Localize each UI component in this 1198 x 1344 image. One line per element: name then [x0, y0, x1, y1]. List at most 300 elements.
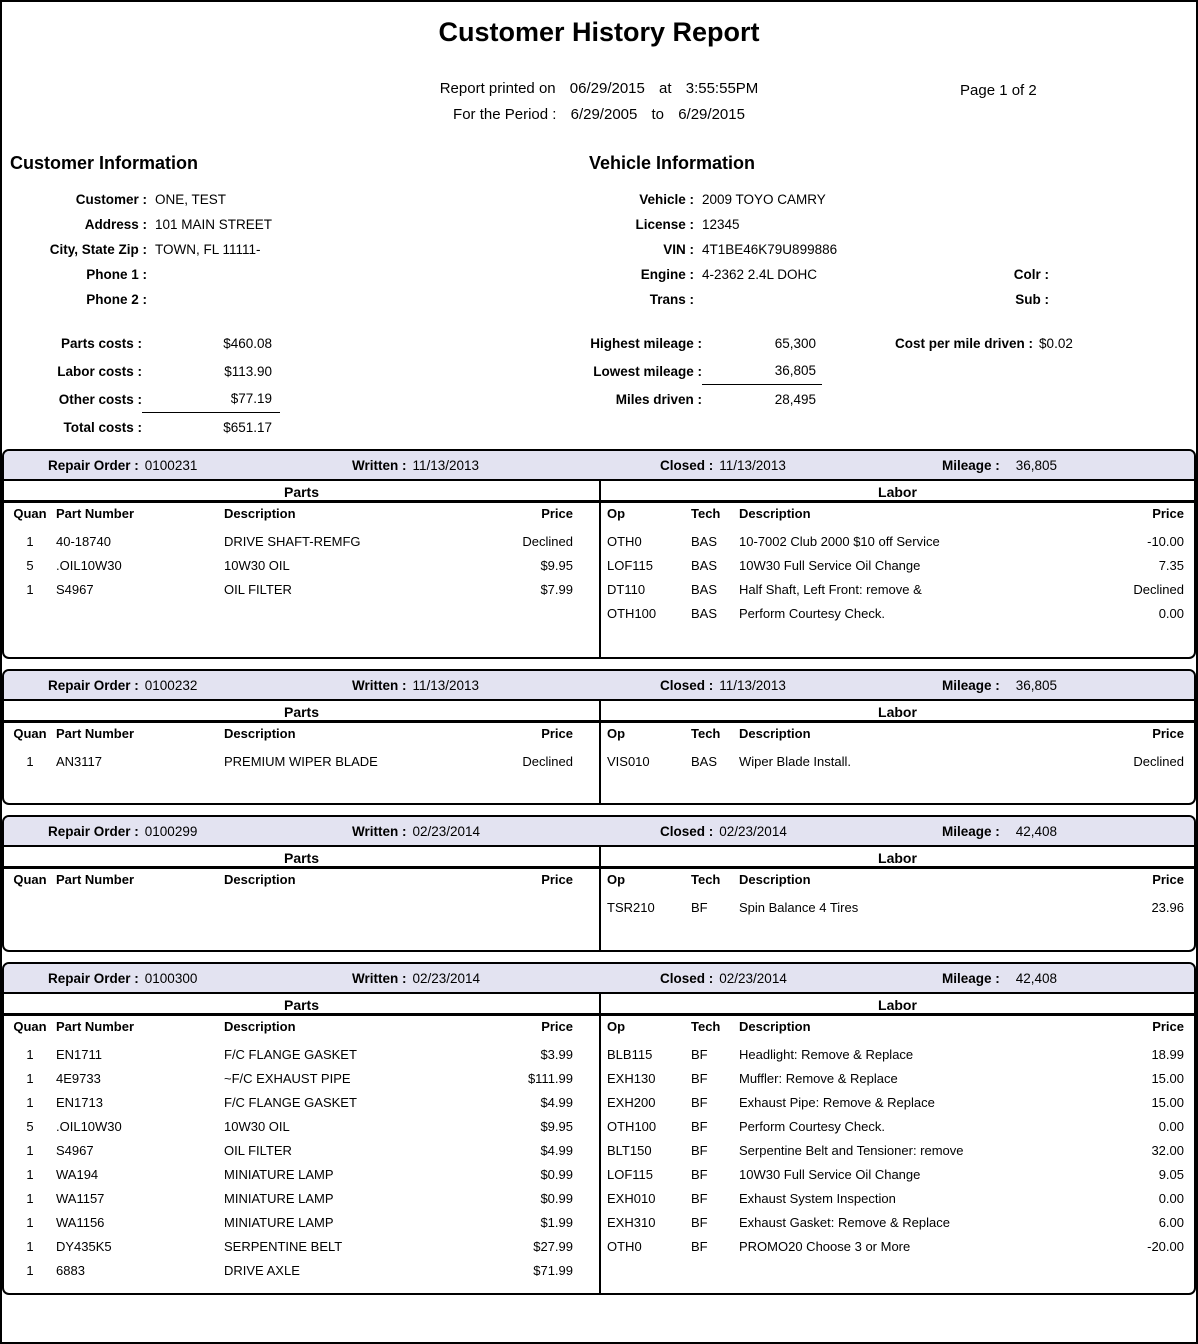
- repair-order-number: 0100300: [144, 970, 198, 986]
- labor-cell-op: OTH0: [607, 533, 642, 549]
- parts-cell-quan: 1: [26, 753, 34, 769]
- labor-cell-op: OTH0: [607, 1238, 642, 1254]
- seg-ro: [4, 678, 352, 693]
- column-header: Description: [224, 726, 296, 741]
- repair-order-number: 0100232: [144, 677, 198, 693]
- column-header: Part Number: [56, 726, 135, 741]
- parts-row: [4, 1258, 599, 1282]
- mileage-label: Lowest mileage :: [593, 363, 702, 379]
- customer-row: [2, 187, 589, 212]
- labor-title: Labor: [601, 847, 1194, 869]
- customer-info-heading: Customer Information: [10, 153, 199, 173]
- labor-cell-op: EXH200: [607, 1094, 656, 1110]
- column-header: Price: [1152, 872, 1184, 887]
- mileage-label: Mileage :: [942, 823, 1000, 839]
- parts-column-headers: [4, 869, 599, 889]
- labor-cell-desc: Muffler: Remove & Replace: [739, 1070, 898, 1086]
- seg-closed: [660, 678, 942, 693]
- labor-cell-desc: Half Shaft, Left Front: remove &: [739, 581, 922, 597]
- labor-title: Labor: [601, 701, 1194, 723]
- labor-cell-desc: PROMO20 Choose 3 or More: [739, 1238, 911, 1254]
- parts-title: Parts: [4, 701, 599, 723]
- labor-cell-op: EXH310: [607, 1214, 656, 1230]
- parts-cell-price: Declined: [522, 753, 573, 769]
- labor-cell-price: -10.00: [1147, 533, 1184, 549]
- labor-cell-tech: BAS: [691, 605, 718, 621]
- parts-cell-part: 6883: [56, 1262, 85, 1278]
- written-label: Written :: [352, 970, 407, 986]
- written-date: 02/23/2014: [412, 823, 481, 839]
- labor-cell-op: BLB115: [607, 1046, 653, 1062]
- labor-cell-price: 9.05: [1158, 1166, 1184, 1182]
- mileage-value: 36,805: [702, 357, 822, 385]
- labor-row: [601, 553, 1194, 577]
- seg-closed: [660, 458, 942, 473]
- parts-title: Parts: [4, 481, 599, 503]
- parts-row: [4, 1042, 599, 1066]
- closed-label: Closed :: [660, 457, 714, 473]
- repair-order-box: [2, 669, 1196, 805]
- labor-cell-price: 18.99: [1151, 1046, 1184, 1062]
- labor-cell-desc: 10W30 Full Service Oil Change: [739, 1166, 921, 1182]
- column-header: Op: [607, 1019, 626, 1034]
- labor-cell-op: EXH130: [607, 1070, 656, 1086]
- cost-value: $460.08: [223, 335, 272, 351]
- parts-title: Parts: [4, 994, 599, 1016]
- parts-row: [4, 553, 599, 577]
- written-date: 11/13/2013: [412, 677, 480, 693]
- written-label: Written :: [352, 457, 407, 473]
- column-header: Description: [224, 506, 296, 521]
- parts-cell-price: $0.99: [540, 1190, 573, 1206]
- labor-row: [601, 577, 1194, 601]
- repair-order-label: Repair Order :: [48, 457, 139, 473]
- parts-cell-quan: 1: [26, 1214, 34, 1230]
- column-header: Price: [1152, 1019, 1184, 1034]
- labor-cell-tech: BF: [691, 1070, 708, 1086]
- labor-cell-op: TSR210: [607, 899, 655, 915]
- repair-order-header: [4, 671, 1194, 701]
- repair-order-header: [4, 964, 1194, 994]
- mileage-value: 42,408: [1015, 823, 1058, 839]
- parts-row: [4, 1066, 599, 1090]
- at-label: at: [659, 80, 672, 97]
- parts-cell-desc: 10W30 OIL: [224, 557, 290, 573]
- column-header: Quan: [13, 506, 47, 521]
- parts-panel: [4, 481, 601, 657]
- labor-costs-row: [2, 357, 292, 385]
- parts-cell-part: WA1157: [56, 1190, 105, 1206]
- parts-cell-price: $9.95: [540, 1118, 573, 1134]
- period-from: 6/29/2005: [570, 106, 638, 123]
- labor-cell-price: 32.00: [1151, 1142, 1184, 1158]
- mileage-value: 36,805: [1015, 457, 1058, 473]
- written-label: Written :: [352, 823, 407, 839]
- column-header: Part Number: [56, 1019, 135, 1034]
- repair-order-body: [4, 994, 1194, 1293]
- parts-cell-part: EN1711: [56, 1046, 103, 1062]
- parts-cell-part: WA1156: [56, 1214, 105, 1230]
- parts-cell-desc: OIL FILTER: [224, 1142, 292, 1158]
- seg-written: [352, 824, 660, 839]
- page-title: Customer History Report: [438, 17, 760, 47]
- labor-panel: [601, 847, 1194, 950]
- parts-cell-part: AN3117: [56, 753, 103, 769]
- miles-driven-row: [522, 385, 822, 413]
- mileage-value: 42,408: [1015, 970, 1058, 986]
- labor-cell-tech: BF: [691, 1118, 708, 1134]
- labor-panel: [601, 481, 1194, 657]
- labor-cell-tech: BAS: [691, 557, 718, 573]
- labor-cell-op: OTH100: [607, 1118, 657, 1134]
- labor-row: [601, 1186, 1194, 1210]
- parts-cell-desc: ~F/C EXHAUST PIPE: [224, 1070, 351, 1086]
- column-header: Tech: [691, 726, 721, 741]
- labor-cell-op: OTH100: [607, 605, 657, 621]
- labor-cell-desc: Perform Courtesy Check.: [739, 605, 885, 621]
- column-header: Description: [224, 872, 296, 887]
- repair-order-number: 0100231: [144, 457, 198, 473]
- column-header: Quan: [13, 726, 47, 741]
- mileage-value: 65,300: [774, 335, 816, 351]
- column-header: Description: [739, 726, 811, 741]
- parts-column-headers: [4, 1016, 599, 1036]
- vin-row: [589, 237, 1196, 262]
- highest-mileage-row: [522, 329, 822, 357]
- closed-label: Closed :: [660, 677, 714, 693]
- parts-cell-part: S4967: [56, 581, 94, 597]
- labor-cell-desc: Wiper Blade Install.: [739, 753, 851, 769]
- parts-rows: [4, 743, 599, 803]
- labor-cell-price: 0.00: [1158, 1118, 1184, 1134]
- mileage-value: 28,495: [774, 391, 816, 407]
- printed-label: Report printed on: [439, 80, 556, 97]
- column-header: Tech: [691, 872, 721, 887]
- address-row: [2, 212, 589, 237]
- city-state-zip-row: [2, 237, 589, 262]
- repair-order-body: [4, 847, 1194, 950]
- labor-cell-price: 0.00: [1158, 605, 1184, 621]
- labor-rows: [601, 889, 1194, 950]
- parts-cell-part: 40-18740: [56, 533, 111, 549]
- column-header: Description: [739, 1019, 811, 1034]
- labor-cell-op: LOF115: [607, 557, 654, 573]
- parts-cell-part: S4967: [56, 1142, 94, 1158]
- period-line: [2, 102, 1196, 128]
- repair-order-label: Repair Order :: [48, 677, 139, 693]
- column-header: Price: [1152, 726, 1184, 741]
- parts-cell-desc: MINIATURE LAMP: [224, 1190, 334, 1206]
- phone2-row: [2, 287, 589, 312]
- column-header: Description: [739, 506, 811, 521]
- repair-order-header: [4, 817, 1194, 847]
- parts-cell-price: $9.95: [540, 557, 573, 573]
- field-value: ONE, TEST: [155, 192, 227, 207]
- field-label: Phone 1 :: [86, 267, 147, 282]
- labor-row: [601, 1210, 1194, 1234]
- labor-cell-price: 7.35: [1158, 557, 1184, 573]
- labor-column-headers: [601, 1016, 1194, 1036]
- labor-panel: [601, 701, 1194, 803]
- parts-cell-quan: 1: [26, 1166, 34, 1182]
- labor-cell-tech: BF: [691, 1094, 708, 1110]
- mileage-label: Mileage :: [942, 677, 1000, 693]
- engine-row: [589, 262, 1196, 287]
- column-header: Op: [607, 872, 626, 887]
- labor-column-headers: [601, 723, 1194, 743]
- field-label: Address :: [84, 217, 147, 232]
- field-value: 4T1BE46K79U899886: [702, 242, 838, 257]
- closed-date: 02/23/2014: [719, 970, 787, 986]
- column-header: Op: [607, 726, 626, 741]
- parts-row: [4, 1210, 599, 1234]
- customer-fields: [2, 187, 589, 312]
- repair-order-label: Repair Order :: [48, 970, 139, 986]
- parts-cell-price: $7.99: [540, 581, 573, 597]
- parts-cell-price: $3.99: [540, 1046, 573, 1062]
- cost-per-mile-value: $0.02: [1039, 335, 1073, 351]
- page-number: Page 1 of 2: [960, 82, 1037, 99]
- column-header: Part Number: [56, 506, 135, 521]
- repair-order-body: [4, 481, 1194, 657]
- labor-cell-price: 15.00: [1151, 1070, 1184, 1086]
- labor-cell-price: -20.00: [1147, 1238, 1184, 1254]
- cost-label: Other costs :: [58, 391, 142, 407]
- labor-cell-tech: BF: [691, 1190, 708, 1206]
- cost-value: $77.19: [142, 385, 280, 413]
- parts-cell-desc: PREMIUM WIPER BLADE: [224, 753, 378, 769]
- labor-row: [601, 1090, 1194, 1114]
- parts-panel: [4, 701, 601, 803]
- parts-cell-price: $0.99: [540, 1166, 573, 1182]
- labor-row: [601, 1042, 1194, 1066]
- parts-cell-desc: MINIATURE LAMP: [224, 1166, 334, 1182]
- labor-row: [601, 601, 1194, 625]
- field-value: 12345: [702, 217, 740, 232]
- parts-cell-desc: MINIATURE LAMP: [224, 1214, 334, 1230]
- parts-panel: [4, 994, 601, 1293]
- parts-cell-desc: OIL FILTER: [224, 581, 292, 597]
- parts-rows: [4, 1036, 599, 1293]
- parts-row: [4, 529, 599, 553]
- repair-order-header: [4, 451, 1194, 481]
- labor-cell-tech: BF: [691, 1214, 708, 1230]
- seg-closed: [660, 824, 942, 839]
- totals-section: [2, 329, 1196, 441]
- written-date: 02/23/2014: [412, 970, 481, 986]
- cost-label: Parts costs :: [60, 335, 142, 351]
- lowest-mileage-row: [522, 357, 822, 385]
- field-label: VIN :: [663, 242, 694, 257]
- period-to: 6/29/2015: [678, 106, 745, 123]
- costs-block: [2, 329, 292, 441]
- field-label: License :: [635, 217, 694, 232]
- parts-cell-price: $4.99: [540, 1094, 573, 1110]
- field-label: Trans :: [649, 292, 694, 307]
- column-header: Quan: [13, 872, 47, 887]
- printed-time: 3:55:55PM: [685, 80, 759, 97]
- labor-cell-tech: BF: [691, 1142, 708, 1158]
- labor-cell-tech: BF: [691, 1166, 708, 1182]
- info-fields: [2, 187, 1196, 312]
- parts-cell-part: .OIL10W30: [56, 557, 122, 573]
- labor-cell-price: Declined: [1133, 753, 1184, 769]
- labor-row: [601, 749, 1194, 773]
- period-label: For the Period :: [453, 106, 561, 123]
- parts-cell-quan: 1: [26, 1142, 34, 1158]
- license-row: [589, 212, 1196, 237]
- parts-cell-price: $1.99: [540, 1214, 573, 1230]
- seg-mileage: [942, 678, 1194, 693]
- labor-cell-desc: 10-7002 Club 2000 $10 off Service: [739, 533, 940, 549]
- parts-cell-price: Declined: [522, 533, 573, 549]
- parts-cell-quan: 5: [26, 557, 34, 573]
- mileage-block: [522, 329, 1073, 441]
- labor-column-headers: [601, 869, 1194, 889]
- repair-order-number: 0100299: [144, 823, 198, 839]
- section-headings: [2, 152, 1196, 174]
- parts-row: [4, 1138, 599, 1162]
- vehicle-info-heading: Vehicle Information: [589, 153, 756, 173]
- labor-cell-op: VIS010: [607, 753, 650, 769]
- seg-ro: [4, 824, 352, 839]
- parts-cell-desc: 10W30 OIL: [224, 1118, 290, 1134]
- parts-cell-quan: 1: [26, 581, 34, 597]
- closed-date: 02/23/2014: [719, 823, 787, 839]
- parts-column-headers: [4, 723, 599, 743]
- closed-label: Closed :: [660, 970, 714, 986]
- other-costs-row: [2, 385, 292, 413]
- labor-rows: [601, 523, 1194, 657]
- field-label: Phone 2 :: [86, 292, 147, 307]
- parts-cell-desc: F/C FLANGE GASKET: [224, 1094, 357, 1110]
- labor-row: [601, 1066, 1194, 1090]
- repair-order-label: Repair Order :: [48, 823, 139, 839]
- vehicle-fields: [589, 187, 1196, 312]
- field-label: Colr :: [1013, 267, 1049, 282]
- labor-cell-price: 15.00: [1151, 1094, 1184, 1110]
- parts-cell-quan: 5: [26, 1118, 34, 1134]
- field-label: Sub :: [1015, 292, 1049, 307]
- field-value: 4-2362 2.4L DOHC: [702, 267, 818, 282]
- repair-order-box: [2, 962, 1196, 1295]
- labor-cell-tech: BF: [691, 899, 708, 915]
- labor-cell-op: LOF115: [607, 1166, 654, 1182]
- labor-cell-desc: Exhaust Gasket: Remove & Replace: [739, 1214, 950, 1230]
- labor-cell-price: Declined: [1133, 581, 1184, 597]
- labor-rows: [601, 1036, 1194, 1293]
- written-label: Written :: [352, 677, 407, 693]
- labor-cell-op: BLT150: [607, 1142, 652, 1158]
- labor-row: [601, 1162, 1194, 1186]
- labor-cell-tech: BAS: [691, 753, 718, 769]
- parts-rows: [4, 889, 599, 950]
- color-pair: [1003, 262, 1057, 287]
- parts-row: [4, 749, 599, 773]
- labor-cell-tech: BAS: [691, 533, 718, 549]
- parts-panel: [4, 847, 601, 950]
- phone1-row: [2, 262, 589, 287]
- labor-cell-desc: Headlight: Remove & Replace: [739, 1046, 914, 1062]
- parts-row: [4, 1186, 599, 1210]
- seg-mileage: [942, 458, 1194, 473]
- sub-pair: [1003, 287, 1057, 312]
- labor-row: [601, 1234, 1194, 1258]
- labor-title: Labor: [601, 994, 1194, 1016]
- column-header: Part Number: [56, 872, 135, 887]
- trans-row: [589, 287, 1196, 312]
- labor-rows: [601, 743, 1194, 803]
- parts-cell-price: $111.99: [527, 1070, 573, 1086]
- parts-cell-quan: 1: [26, 1094, 34, 1110]
- parts-cell-quan: 1: [26, 533, 34, 549]
- parts-cell-part: WA194: [56, 1166, 99, 1182]
- labor-cell-op: DT110: [607, 581, 646, 597]
- parts-row: [4, 1162, 599, 1186]
- parts-cell-desc: F/C FLANGE GASKET: [224, 1046, 357, 1062]
- parts-cell-price: $71.99: [533, 1262, 573, 1278]
- to-label: to: [651, 106, 665, 123]
- parts-row: [4, 1234, 599, 1258]
- parts-cell-price: $27.99: [533, 1238, 573, 1254]
- seg-mileage: [942, 824, 1194, 839]
- labor-cell-op: EXH010: [607, 1190, 656, 1206]
- parts-cell-desc: SERPENTINE BELT: [224, 1238, 343, 1254]
- repair-orders: [2, 449, 1196, 1295]
- labor-panel: [601, 994, 1194, 1293]
- labor-cell-desc: Perform Courtesy Check.: [739, 1118, 885, 1134]
- cost-per-mile: [895, 329, 1073, 357]
- column-header: Price: [541, 872, 573, 887]
- labor-row: [601, 1114, 1194, 1138]
- written-date: 11/13/2013: [412, 457, 480, 473]
- parts-rows: [4, 523, 599, 657]
- cost-value: $651.17: [223, 419, 272, 435]
- labor-column-headers: [601, 503, 1194, 523]
- column-header: Quan: [13, 1019, 47, 1034]
- labor-cell-desc: Exhaust Pipe: Remove & Replace: [739, 1094, 935, 1110]
- repair-order-box: [2, 815, 1196, 952]
- parts-cell-desc: DRIVE AXLE: [224, 1262, 300, 1278]
- seg-mileage: [942, 971, 1194, 986]
- mileage-label: Highest mileage :: [590, 335, 702, 351]
- labor-cell-desc: Exhaust System Inspection: [739, 1190, 896, 1206]
- repair-order-body: [4, 701, 1194, 803]
- seg-written: [352, 971, 660, 986]
- column-header: Description: [224, 1019, 296, 1034]
- mileage-label: Mileage :: [942, 457, 1000, 473]
- labor-row: [601, 895, 1194, 919]
- parts-cell-quan: 1: [26, 1238, 34, 1254]
- parts-cell-part: 4E9733: [56, 1070, 101, 1086]
- cost-label: Total costs :: [63, 419, 142, 435]
- seg-written: [352, 458, 660, 473]
- field-label: Vehicle :: [639, 192, 694, 207]
- labor-cell-price: 0.00: [1158, 1190, 1184, 1206]
- field-label: City, State Zip :: [49, 242, 147, 257]
- parts-cell-quan: 1: [26, 1070, 34, 1086]
- labor-cell-desc: Serpentine Belt and Tensioner: remove: [739, 1142, 964, 1158]
- parts-cell-quan: 1: [26, 1190, 34, 1206]
- parts-cell-part: DY435K5: [56, 1238, 112, 1254]
- closed-label: Closed :: [660, 823, 714, 839]
- field-value: 101 MAIN STREET: [155, 217, 273, 232]
- parts-cell-quan: 1: [26, 1262, 34, 1278]
- labor-cell-desc: 10W30 Full Service Oil Change: [739, 557, 921, 573]
- closed-date: 11/13/2013: [719, 457, 786, 473]
- field-value: 2009 TOYO CAMRY: [702, 192, 826, 207]
- seg-ro: [4, 971, 352, 986]
